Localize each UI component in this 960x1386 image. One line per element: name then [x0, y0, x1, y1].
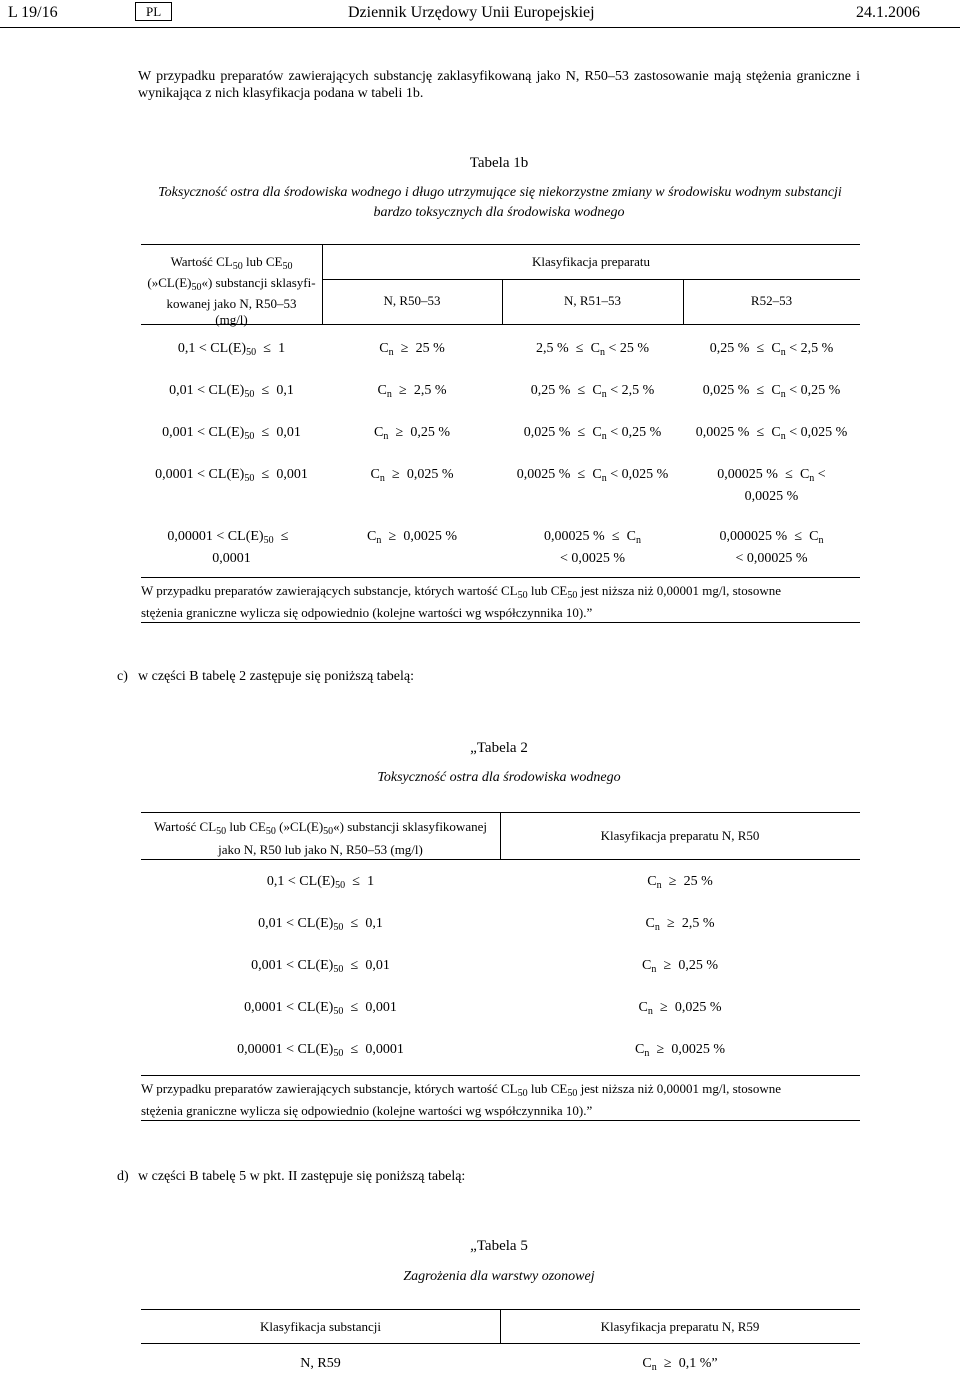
table-1b-group-rule [322, 279, 860, 280]
table-cell: 0,025 % ≤ $C_n < 0,25$ % [702, 383, 841, 400]
table-1b-subcol-n-r50-53: N, R50–53 [383, 293, 441, 308]
table-cell: $C_n \ge 25$ % [379, 341, 445, 358]
table-2-title: „Tabela 2 [470, 740, 528, 756]
table-cell: $C_n \ge 0,25$ % [373, 425, 450, 442]
table-1b-subcol-n-r51-53: N, R51–53 [563, 293, 622, 308]
table-5-col2-header: Klasyfikacja preparatu N, R59 [600, 1319, 760, 1334]
table-5-title: „Tabela 5 [470, 1238, 528, 1254]
table-cell: 0,0025 % ≤ $C_n < 0,025$ % [516, 467, 669, 484]
journal-title: Dziennik Urzędowy Unii Europejskiej [348, 4, 595, 21]
table-1b-subtitle-line1: Toksyczność ostra dla środowiska wodnego i długo utrzymujące się niekorzystne zmiany w środowisku wodnym substancji [158, 185, 842, 200]
table-2-footnote: W przypadku preparatów zawierających substancje, których wartość $CL_{50}$ lub $CE_{50}$ jest niższa niż 0,00001 mg/l, stosowne stężenia graniczne wylicza się odpowiednio (kolejne wartości wg współczynnika 10).” [141, 1081, 781, 1118]
table-row: $0,01 < CL(E)_{50} \le 0,1$ [169, 383, 294, 400]
table-cell: $C_n \ge 0,025$ % [638, 1000, 722, 1017]
table-1b-title: Tabela 1b [469, 155, 529, 171]
table-cell: $C_n \ge 0,1$ %” [642, 1356, 718, 1373]
table-cell: 2,5 % ≤ $C_n < 25$ % [535, 341, 650, 358]
table-1b-footnote-rule [141, 577, 860, 578]
table-row: $0,0001 < CL(E)_{50} \le 0,001$ [155, 467, 308, 484]
table-1b-subcol-r52-53: R52–53 [750, 293, 793, 308]
intro-paragraph: W przypadku preparatów zawierających substancję zaklasyfikowaną jako N, R50–53 zastosowanie mają stężenia graniczne i wynikająca z nich klasyfikacja podana w tabeli 1b. [138, 69, 860, 101]
page-reference: L 19/16 [8, 4, 58, 21]
table-row: $0,1 < CL(E)_{50} \le 1$ [177, 341, 286, 358]
table-row: $0,001 < CL(E)_{50} \le 0,01$ [162, 425, 301, 442]
table-2-col2-header: Klasyfikacja preparatu N, R50 [600, 828, 760, 843]
section-d-marker: d) [117, 1169, 129, 1184]
table-cell: 0,025 % ≤ $C_n < 0,25$ % [523, 425, 662, 442]
table-2-footnote-rule [141, 1075, 860, 1076]
table-cell: 0,0025 % ≤ $C_n < 0,025$ % [695, 425, 848, 442]
table-1b-bottom-rule [141, 622, 860, 623]
publication-date: 24.1.2006 [856, 4, 920, 21]
table-2-col1-header: Wartość $CL_{50}$ lub $CE_{50}$ $(»CL(E)_{50}«)$ substancji sklasyfikowanej jako N, R50 lub jako N, R50–53 (mg/l) [154, 819, 487, 857]
table-2-subtitle: Toksyczność ostra dla środowiska wodnego [377, 770, 621, 785]
table-cell: $C_n \ge 25$ % [647, 874, 713, 891]
table-row: $0,01 < CL(E)_{50} \le 0,1$ [258, 916, 383, 933]
table-row: $0,00001 < CL(E)_{50}$ ≤ 0,0001 [167, 529, 289, 566]
table-row: $0,001 < CL(E)_{50} \le 0,01$ [251, 958, 390, 975]
language-badge: PL [135, 2, 172, 21]
table-1b-col1-header: Wartość $CL_{50}$ lub $CE_{50}$ $(»CL(E)_{50}«)$ substancji sklasyfi- kowanej jako N, R50–53 (mg/l) [147, 254, 316, 327]
table-cell: $C_n \ge 0,25$ % [641, 958, 718, 975]
table-cell: 0,25 % ≤ $C_n < 2,5$ % [530, 383, 655, 400]
table-5-header-rule [141, 1343, 860, 1344]
table-cell: $C_n \ge 2,5$ % [377, 383, 447, 400]
table-5-col1-header: Klasyfikacja substancji [260, 1319, 381, 1334]
table-cell: N, R59 [300, 1356, 341, 1371]
table-cell: $C_n \ge 0,0025$ % [634, 1042, 725, 1059]
table-cell: 0,00025 % ≤ $C_n$ < 0,0025 % [717, 467, 826, 504]
table-cell: $C_n \ge 2,5$ % [645, 916, 715, 933]
table-1b-group-header: Klasyfikacja preparatu [531, 254, 651, 269]
table-2-bottom-rule [141, 1120, 860, 1121]
table-cell: 0,000025 % ≤ $C_n$ < 0,00025 % [719, 529, 824, 566]
table-cell: 0,00025 % ≤ $C_n$ < 0,0025 % [543, 529, 641, 566]
table-2-header-rule [141, 859, 860, 860]
table-row: $0,00001 < CL(E)_{50} \le 0,0001$ [237, 1042, 404, 1059]
section-c-text: w części B tabelę 2 zastępuje się poniższą tabelą: [138, 669, 414, 684]
table-cell: $C_n \ge 0,0025$ % [366, 529, 457, 546]
header-rule [0, 27, 960, 28]
section-c-marker: c) [117, 669, 128, 684]
table-1b-subtitle-line2: bardzo toksycznych dla środowiska wodnego [373, 205, 625, 220]
section-d-text: w części B tabelę 5 w pkt. II zastępuje się poniższą tabelą: [138, 1169, 466, 1184]
table-row: $0,0001 < CL(E)_{50} \le 0,001$ [244, 1000, 397, 1017]
table-1b-top-rule [141, 244, 860, 245]
table-cell: 0,25 % ≤ $C_n < 2,5$ % [709, 341, 834, 358]
table-cell: $C_n \ge 0,025$ % [370, 467, 454, 484]
table-row: $0,1 < CL(E)_{50} \le 1$ [266, 874, 375, 891]
table-5-subtitle: Zagrożenia dla warstwy ozonowej [403, 1269, 595, 1284]
table-1b-footnote: W przypadku preparatów zawierających substancje, których wartość $CL_{50}$ lub $CE_{50}$ jest niższa niż 0,00001 mg/l, stosowne stężenia graniczne wylicza się odpowiednio (kolejne wartości wg współczynnika 10).” [141, 583, 781, 620]
